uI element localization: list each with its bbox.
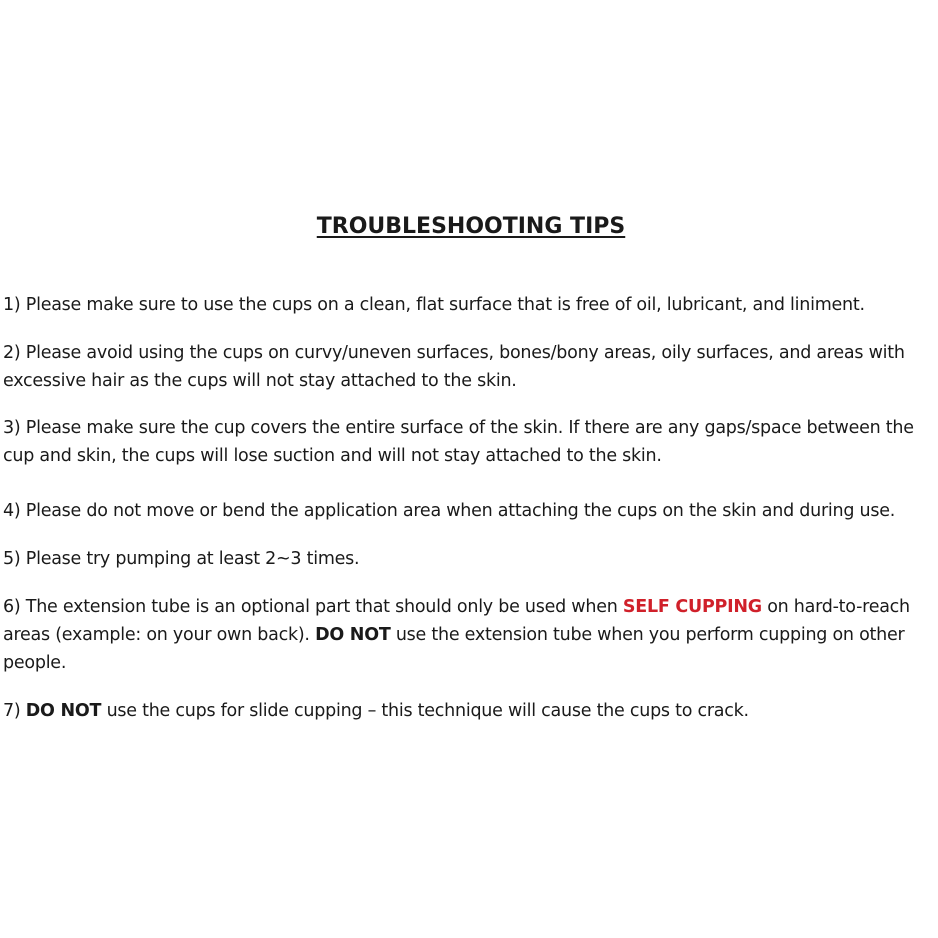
tip-7-text-1: 7) xyxy=(3,701,26,721)
tip-6 xyxy=(3,593,937,677)
tip-2: 2) Please avoid using the cups on curvy/uneven surfaces, bones/bony areas, oily surfaces, and areas with excessive hair as the cups will not stay attached to the skin. xyxy=(3,343,905,391)
tip-4: 4) Please do not move or bend the application area when attaching the cups on the skin and during use. xyxy=(3,501,896,521)
do-not-emphasis: DO NOT xyxy=(315,625,391,645)
tip-6-text-3: use the extension tube when you perform cupping on other people. xyxy=(3,625,905,673)
tip-6-text-2: on hard-to-reach areas (example: on your own back). xyxy=(3,597,910,645)
tip-1: 1) Please make sure to use the cups on a clean, flat surface that is free of oil, lubricant, and liniment. xyxy=(3,295,865,315)
tip-6-text-1: 6) The extension tube is an optional part that should only be used when xyxy=(3,597,623,617)
do-not-emphasis: DO NOT xyxy=(25,701,102,721)
tip-3: 3) Please make sure the cup covers the entire surface of the skin. If there are any gaps/space between the cup and skin, the cups will lose suction and will not stay attached to the skin. xyxy=(3,418,914,466)
self-cupping-highlight: SELF CUPPING xyxy=(622,597,762,617)
tip-7 xyxy=(3,697,937,725)
page-title: TROUBLESHOOTING TIPS xyxy=(316,214,626,239)
tip-5: 5) Please try pumping at least 2~3 times. xyxy=(3,549,360,569)
tip-7-text-2: use the cups for slide cupping – this technique will cause the cups to crack. xyxy=(101,701,749,721)
